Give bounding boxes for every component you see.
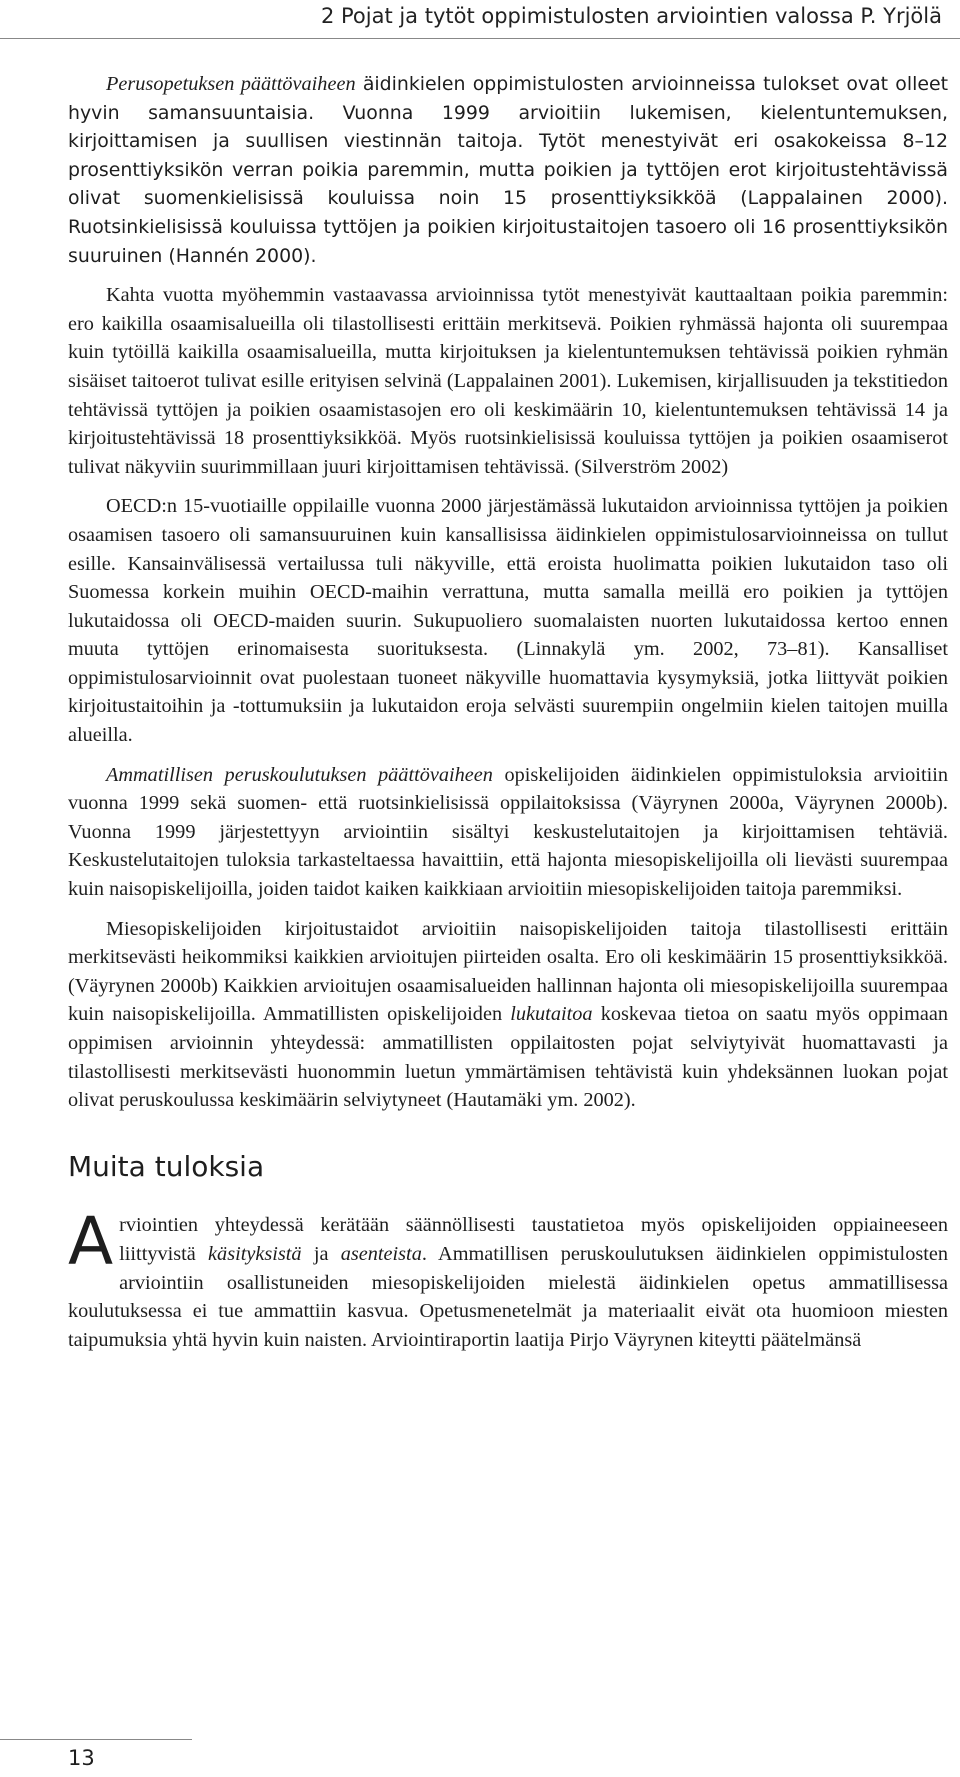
- paragraph-text: Miesopiskelijoiden kirjoitustaidot arvioitiin naisopiskelijoiden taitoja tilastollisesti erittäin merkitsevästi heikommiksi kaikkien arvioitujen piirteiden osalta. Ero oli keskimäärin 15 prosenttiyksikköä. (Väyrynen 2000b) Kaikkien arvioitujen osaamisalueiden hallinnan hajonta oli miesopiskelijoilla suurempaa kuin naisopiskelijoilla. Ammatillisten opiskelijoiden: [68, 917, 948, 1026]
- paragraph-1: [68, 70, 948, 270]
- italic-term: lukutaitoa: [510, 1003, 593, 1026]
- header-rule: [0, 38, 960, 39]
- paragraph-3: OECD:n 15-vuotiaille oppilaille vuonna 2000 järjestämässä lukutaidon arvioinnissa tyttöjen ja poikien osaamisen tasoero oli samansuuruinen kuin kansallisissa äidinkielen oppimistulosarvioinneissa on tullut esille. Kansainvälisessä vertailussa tuli näkyville, että eroista huolimatta poikien lukutaidon taso oli Suomessa korkein muihin OECD-maihin verrattuna, mutta samalla meillä ero poikien ja tyttöjen lukutaidossa oli OECD-maiden suurin. Sukupuoliero suomalaisten nuorten lukutaidossa kertoo ennen muuta tyttöjen erinomaisesta suorituksesta. (Linnakylä ym. 2002, 73–81). Kansalliset oppimistulosarvioinnit ovat puolestaan tuoneet näkyville huomattavia kysymyksiä, jotka liittyvät poikien kirjoitustaitoihin ja -tottumuksiin ja lukutaidon eroja selvästi suurempiin ongelmiin kielen taitojen muilla alueilla.: [68, 495, 948, 747]
- italic-term: Perusopetuksen päättövaiheen: [106, 73, 356, 95]
- running-header: 2 Pojat ja tytöt oppimistulosten arviointien valossa P. Yrjölä: [320, 4, 942, 28]
- italic-term: asenteista: [340, 1242, 422, 1265]
- paragraph-text: ja: [301, 1242, 341, 1265]
- footer-rule: [0, 1739, 192, 1740]
- paragraph-text: äidinkielen oppimistulosten arvioinneissa tulokset ovat olleet hyvin samansuuntaisia. Vuonna 1999 arvioitiin lukemisen, kielentuntemuksen, kirjoittamisen ja suullisen viestinnän taitoja. Tytöt menestyivät eri osakokeissa 8–12 prosenttiyksikön verran poikia paremmin, mutta poikien ja tyttöjen erot kirjoitustehtävissä olivat suomenkielisissä kouluissa noin 15 prosenttiyksikköä (Lappalainen 2000). Ruotsinkielisissä kouluissa tyttöjen ja poikien kirjoitustaitojen tasoero oli 16 prosenttiyksikön suuruinen (Hannén 2000).: [68, 73, 948, 267]
- section-lead-paragraph: [68, 1203, 948, 1354]
- page-number: 13: [68, 1746, 95, 1770]
- italic-term: käsityksistä: [208, 1242, 302, 1265]
- body-text: [68, 70, 948, 1365]
- paragraph-5: [68, 915, 948, 1115]
- paragraph-text: opiskelijoiden äidinkielen oppimistuloksia arvioitiin vuonna 1999 sekä suomen- että ruotsinkielisissä oppilaitoksissa (Väyrynen 2000a, Väyrynen 2000b). Vuonna 1999 järjestettyyn arviointiin sisältyi keskustelutaitojen ja kirjoittamisen tehtäviä. Keskustelutaitojen tuloksia tarkasteltaessa havaittiin, että hajonta miesopiskelijoilla oli lievästi suurempaa kuin naisopiskelijoilla, joiden taidot kaiken kaikkiaan arvioitiin miesopiskelijoiden taitoja paremmiksi.: [68, 763, 948, 901]
- paragraph-2: Kahta vuotta myöhemmin vastaavassa arvioinnissa tytöt menestyivät kauttaaltaan poikia paremmin: ero kaikilla osaamisalueilla oli tilastollisesti erittäin merkitsevä. Poikien ryhmässä hajonta oli suurempaa kuin tytöillä kaikilla osaamisalueilla, mutta kirjoituksen ja kielentuntemuksen tehtävissä poikien ryhmän sisäiset taitoerot tulivat esille erityisen selvinä (Lappalainen 2001). Lukemisen, kirjallisuuden ja tekstitiedon tehtävissä tyttöjen ja poikien osaamistasojen ero oli keskimäärin 10, kielentuntemuksen tehtävissä 14 ja kirjoitustehtävissä 18 prosenttiyksikköä. Myös ruotsinkielisissä kouluissa tyttöjen ja poikien osaamiserot tulivat näkyviin suurimmillaan juuri kirjoittamisen tehtävissä. (Silverström 2002): [68, 284, 948, 478]
- italic-term: Ammatillisen peruskoulutuksen päättövaiheen: [106, 763, 493, 786]
- section-heading: Muita tuloksia: [68, 1149, 265, 1183]
- paragraph-text: . Ammatillisen peruskoulutuksen äidinkielen oppimistulosten arviointiin osallistuneiden miesopiskelijoiden mielestä äidinkielen opetus ammatillisessa koulutuksessa ei tue ammattiin kasvua. Opetusmenetelmät ja materiaalit eivät ota huomioon miesten taipumuksia yhtä hyvin kuin naisten. Arviointiraportin laatija Pirjo Väyrynen kiteytti päätelmänsä: [68, 1242, 948, 1351]
- drop-cap: A: [68, 1203, 114, 1281]
- paragraph-text: rviointien yhteydessä kerätään säännöllisesti taustatietoa myös opiskelijoiden oppiaineeseen liittyvistä: [119, 1214, 948, 1265]
- paragraph-text: koskevaa tietoa on saatu myös oppimaan oppimisen arvioinnin yhteydessä: ammatillisten oppilaitosten pojat selviytyivät huomattavasti ja tilastollisesti merkitsevästi huonommin luetun ymmärtämisen tehtävistä kuin yhdeksännen luokan pojat olivat peruskoulussa keskimäärin selviytyneet (Hautamäki ym. 2002).: [68, 1003, 948, 1112]
- paragraph-4: [68, 761, 948, 904]
